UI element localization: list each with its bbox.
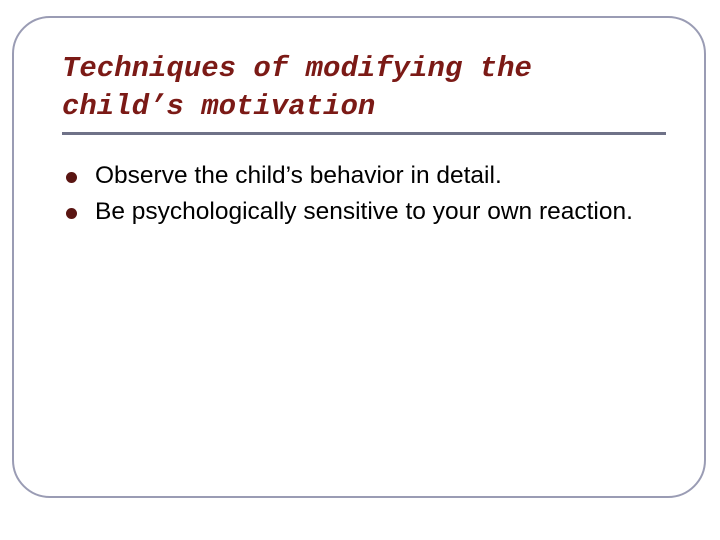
title-underline — [62, 132, 666, 135]
bullet-item — [64, 194, 664, 230]
bullet-text: Observe the child’s behavior in detail. — [95, 162, 502, 189]
bullet-text: Be psychologically sensitive to your own reaction. — [95, 198, 633, 225]
bullet-dot-icon — [66, 172, 77, 183]
slide-title — [62, 50, 622, 126]
bullet-dot-icon — [66, 208, 77, 219]
slide-title-line-1: Techniques of modifying the — [62, 52, 532, 85]
slide-title-line-2: child’s motivation — [62, 90, 376, 123]
bullet-list — [64, 158, 664, 230]
bullet-item — [64, 158, 664, 194]
